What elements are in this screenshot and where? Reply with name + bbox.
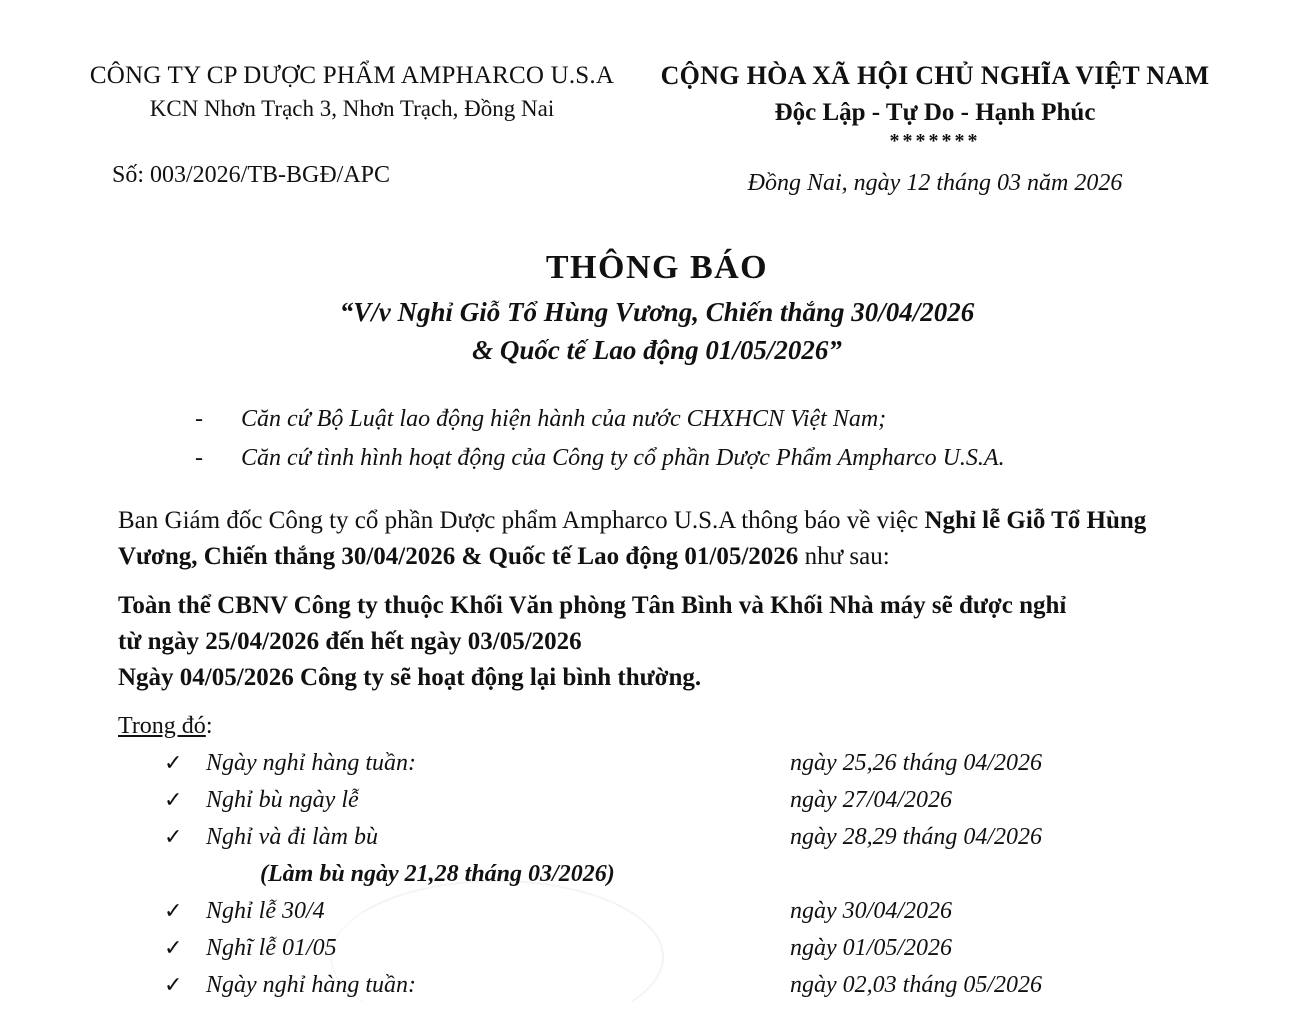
document-number: Số: 003/2026/TB-BGĐ/APC [112,162,391,189]
announcement-line-2: từ ngày 25/04/2026 đến hết ngày 03/05/2026 [118,628,582,655]
intro-paragraph [118,503,1208,576]
breakdown-row [118,967,1224,1004]
check-icon: ✓ [164,934,183,960]
breakdown-row [118,819,1224,856]
header-right-block [640,60,1230,197]
breakdown-row-date: ngày 27/04/2026 [790,786,952,813]
check-icon: ✓ [164,749,183,775]
breakdown-row-name: Ngày nghỉ hàng tuần: [206,971,416,998]
company-name: CÔNG TY CP DƯỢC PHẨM AMPHARCO U.S.A [89,62,615,89]
breakdown-row-date: ngày 02,03 tháng 05/2026 [790,971,1042,998]
intro-text-emphasis: Nghỉ lễ Giỗ Tổ Hùng Vương, Chiến thắng 30/04/2026 & Quốc tế Lao động 01/05/2026 [118,507,1147,571]
announcement-paragraph [118,588,1213,696]
check-icon: ✓ [164,897,183,923]
national-heading: CỘNG HÒA XÃ HỘI CHỦ NGHĨA VIỆT NAM [660,61,1210,90]
check-icon: ✓ [164,786,183,812]
intro-text-part-1: Ban Giám đốc Công ty cổ phần Dược phẩm Ampharco U.S.A thông báo về việc [118,507,925,534]
makeup-work-note: (Làm bù ngày 21,28 tháng 03/2026) [260,860,615,887]
breakdown-row [118,930,1224,967]
breakdown-label-text: Trong đó [118,713,206,739]
legal-basis-text: Căn cứ tình hình hoạt động của Công ty cổ phần Dược Phẩm Ampharco U.S.A. [241,444,1005,471]
breakdown-row-name: Nghỉ và đi làm bù [206,823,378,850]
star-separator: ******* [889,129,981,152]
document-header [0,60,1314,200]
page-title: THÔNG BÁO [545,249,769,286]
place-and-date: Đồng Nai, ngày 12 tháng 03 năm 2026 [747,169,1123,196]
breakdown-row-date: ngày 28,29 tháng 04/2026 [790,823,1042,850]
legal-basis-list [195,400,1224,478]
breakdown-label-colon: : [205,713,213,739]
legal-basis-item [195,439,1224,478]
breakdown-row-date: ngày 30/04/2026 [790,897,952,924]
dash-bullet-icon: - [195,444,203,471]
check-icon: ✓ [164,823,183,849]
title-block [0,248,1314,370]
intro-text-part-2: như sau: [798,543,890,571]
announcement-line-1: Toàn thể CBNV Công ty thuộc Khối Văn phòng Tân Bình và Khối Nhà máy sẽ được nghỉ [118,592,1067,619]
breakdown-label [118,712,1224,741]
breakdown-row-date: ngày 25,26 tháng 04/2026 [790,749,1042,776]
breakdown-row [118,893,1224,930]
breakdown-row-name: Nghỉ bù ngày lễ [206,786,359,813]
legal-basis-text: Căn cứ Bộ Luật lao động hiện hành của nước CHXHCN Việt Nam; [241,406,887,432]
legal-basis-item [195,400,1224,439]
title-subtitle-line-2: & Quốc tế Lao động 01/05/2026” [472,335,842,366]
holiday-breakdown-section [118,712,1224,1003]
title-subtitle [0,293,1314,370]
breakdown-row-name: Nghĩ lễ 01/05 [206,934,337,961]
breakdown-row [118,782,1224,819]
national-motto: Độc Lập - Tự Do - Hạnh Phúc [774,98,1096,126]
title-subtitle-line-1: “V/v Nghỉ Giỗ Tổ Hùng Vương, Chiến thắng 30/04/2026 [339,297,975,328]
breakdown-row-name: Ngày nghỉ hàng tuần: [206,749,416,776]
breakdown-row-date: ngày 01/05/2026 [790,934,952,961]
breakdown-row [118,745,1224,782]
header-left-block [72,60,632,189]
check-icon: ✓ [164,971,183,997]
company-address: KCN Nhơn Trạch 3, Nhơn Trạch, Đồng Nai [149,96,555,122]
announcement-line-3: Ngày 04/05/2026 Công ty sẽ hoạt động lại bình thường. [118,664,702,691]
breakdown-row-name: Nghỉ lễ 30/4 [206,897,325,924]
dash-bullet-icon: - [195,406,203,432]
